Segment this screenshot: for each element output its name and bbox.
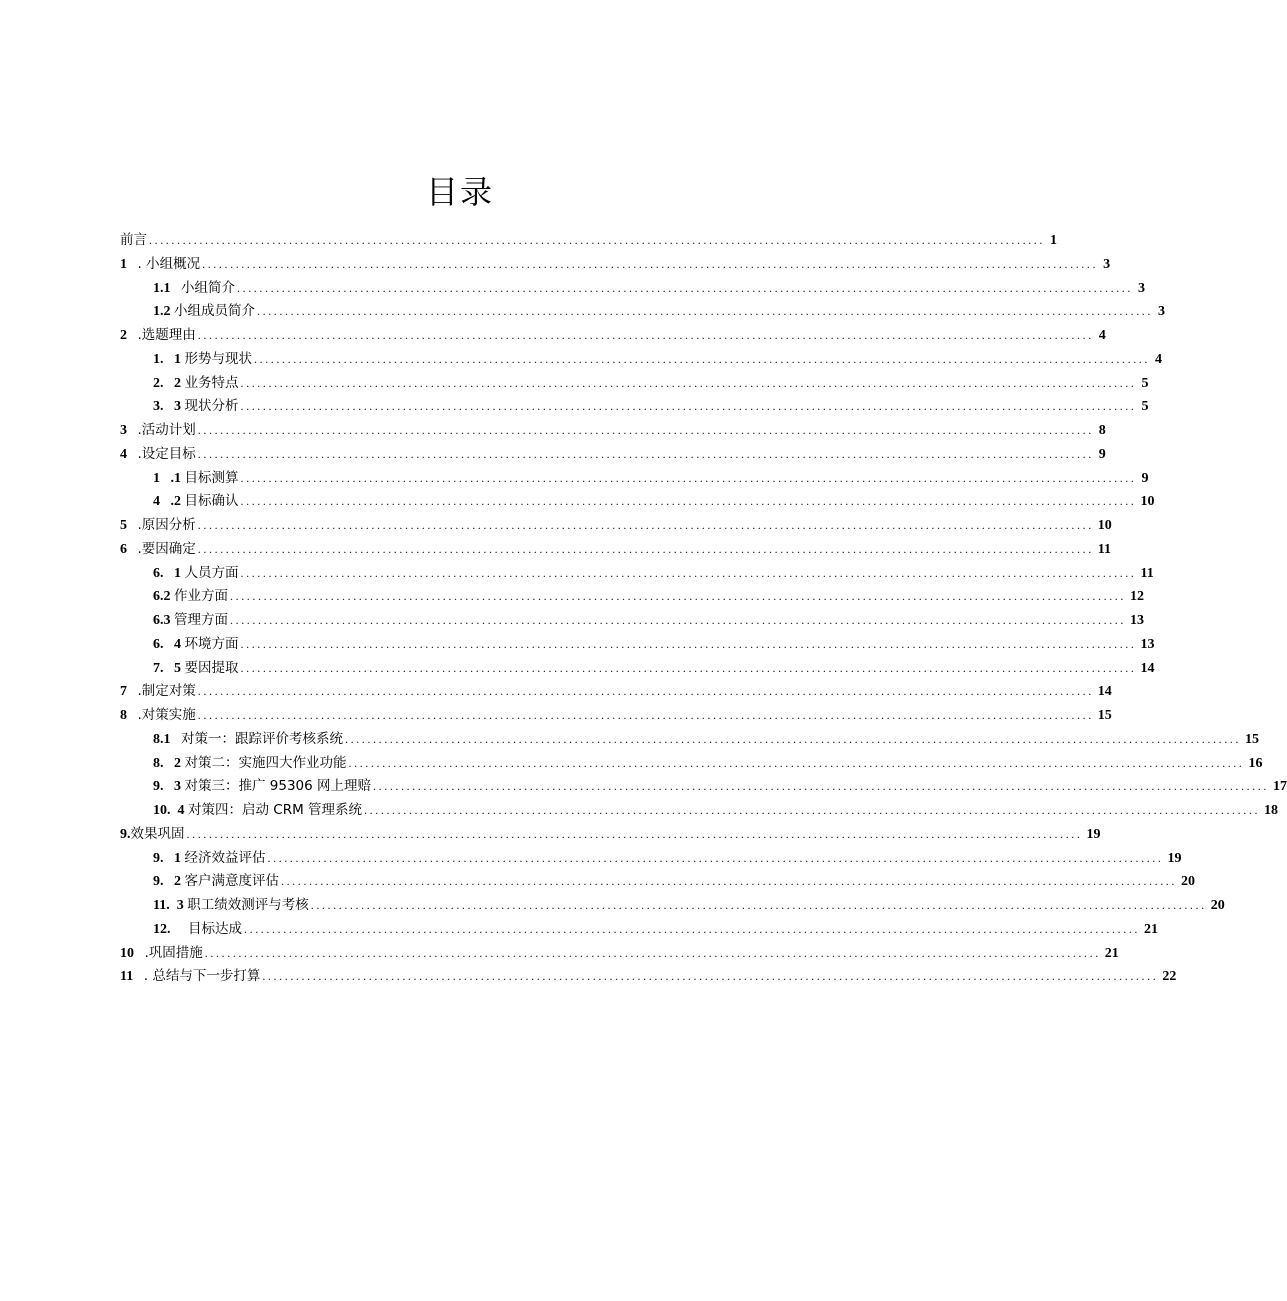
toc-entry-page: 20 [1181,874,1195,890]
toc-dot-leader: ................................................................................................................................................................ [204,945,1101,960]
toc-entry-number: 8 [120,708,138,723]
toc-entry[interactable] [120,775,1287,799]
toc-entry-number: 3 [120,423,138,438]
toc-entry-label: 业务特点 [184,374,239,391]
toc-dot-leader: ................................................................................................................................................................ [149,233,1045,247]
toc-entry-label: 小组成员简介 [174,303,255,320]
toc-entry-page: 17 [1273,779,1287,795]
toc-entry[interactable] [120,419,1106,443]
toc-entry[interactable] [120,229,1057,253]
toc-entry[interactable] [120,348,1162,372]
toc-entry[interactable] [120,490,1155,514]
toc-entry[interactable] [120,728,1259,752]
toc-dot-leader: ................................................................................................................................................................ [240,660,1137,675]
toc-entry[interactable] [120,443,1106,467]
toc-entry-page: 5 [1141,375,1149,391]
toc-entry-page: 4 [1098,328,1106,343]
toc-entry-number: 9. [120,826,131,842]
toc-entry[interactable] [120,562,1154,586]
toc-entry-label: .原因分析 [137,517,196,533]
toc-dot-leader: ................................................................................................................................................................ [281,874,1177,889]
toc-entry[interactable] [120,847,1182,871]
toc-dot-leader: ................................................................................................................................................................ [202,256,1099,271]
toc-entry[interactable] [120,680,1112,704]
toc-entry-number: 1.1 [153,280,181,296]
toc-entry-page: 15 [1097,708,1112,723]
toc-dot-leader: ................................................................................................................................................................ [240,470,1137,485]
toc-entry-page: 21 [1104,945,1119,961]
toc-entry-label: 对策二：实施四大作业功能 [184,754,347,771]
toc-dot-leader: ................................................................................................................................................................ [240,565,1137,580]
toc-dot-leader: ................................................................................................................................................................ [267,850,1164,865]
toc-entry[interactable] [120,253,1111,277]
toc-entry[interactable] [120,300,1165,324]
toc-entry-label: 目标测算 [184,469,239,486]
toc-entry-number: 9. 3 [153,779,185,795]
toc-dot-leader: ................................................................................................................................................................ [197,446,1094,461]
toc-entry-number: 11. 3 [153,898,188,913]
toc-entry-label: . 总结与下一步打算 [143,968,261,985]
toc-entry[interactable] [120,277,1145,301]
toc-entry[interactable] [120,538,1112,562]
toc-entry-label: 职工绩效测评与考核 [187,897,309,913]
toc-entry-number: 2 [120,328,138,343]
toc-entry-page: 22 [1162,969,1177,985]
toc-entry-page: 13 [1130,613,1144,628]
toc-entry-label: 现状分析 [184,398,239,415]
toc-entry-label: 要因提取 [184,659,239,676]
toc-entry-page: 1 [1050,233,1057,248]
toc-entry-number: 10 [120,945,145,961]
toc-entry-label: 管理方面 [174,612,228,628]
toc-entry[interactable] [120,324,1106,348]
toc-entry-number: 6 [120,541,138,557]
toc-dot-leader: ................................................................................................................................................................ [230,589,1126,604]
toc-entry-label: 前言 [120,232,147,248]
toc-entry-label: 客户满意度评估 [184,873,279,890]
toc-dot-leader: ................................................................................................................................................................ [348,755,1245,770]
toc-entry-label: .活动计划 [137,422,196,438]
toc-entry-page: 3 [1103,256,1111,272]
toc-dot-leader: ................................................................................................................................................................ [230,613,1126,627]
toc-dot-leader: ................................................................................................................................................................ [262,969,1159,984]
toc-dot-leader: ................................................................................................................................................................ [240,636,1137,651]
toc-entry-number: 6.2 [153,589,174,605]
toc-entry[interactable] [120,704,1112,728]
toc-entry-label: 对策四：启动 CRM 管理系统 [188,802,363,818]
toc-entry-page: 14 [1140,660,1155,676]
toc-entry-page: 12 [1130,589,1144,605]
toc-dot-leader: ................................................................................................................................................................ [197,518,1094,532]
toc-entry-number: 4 [120,446,138,462]
toc-entry-label: .对策实施 [137,707,196,723]
toc-entry-page: 21 [1144,921,1158,937]
toc-entry[interactable] [120,372,1149,396]
toc-entry-page: 4 [1155,351,1162,367]
toc-entry-page: 19 [1086,826,1101,842]
toc-entry-label: 形势与现状 [184,350,252,367]
toc-entry-label: .设定目标 [137,445,196,462]
toc-dot-leader: ................................................................................................................................................................ [257,304,1153,319]
toc-entry-number: 6. 1 [153,565,185,581]
toc-entry-page: 9 [1141,470,1149,486]
toc-entry-number: 10. 4 [153,803,188,818]
toc-entry-label: .选题理由 [137,327,196,343]
toc-entry[interactable] [120,799,1279,823]
toc-entry-number: 9. 2 [153,874,185,890]
toc-entry-number: 7 [120,684,138,700]
toc-entry-page: 9 [1098,446,1106,462]
toc-entry-number: 9. 1 [153,850,185,866]
toc-entry-page: 5 [1141,399,1149,415]
toc-entry-page: 3 [1158,304,1165,320]
toc-entry-label: .制定对策 [137,683,196,700]
table-of-contents [120,229,1287,989]
toc-entry[interactable] [120,965,1177,989]
toc-entry[interactable] [120,870,1195,894]
toc-entry[interactable] [120,395,1149,419]
toc-entry[interactable] [120,467,1149,491]
toc-dot-leader: ................................................................................................................................................................ [310,898,1207,912]
toc-dot-leader: ................................................................................................................................................................ [237,280,1133,295]
toc-dot-leader: ................................................................................................................................................................ [240,375,1137,390]
toc-entry-label: 小组简介 [181,279,235,296]
toc-dot-leader: ................................................................................................................................................................ [197,423,1094,437]
toc-entry[interactable] [120,918,1158,942]
toc-entry-page: 11 [1140,565,1154,581]
toc-entry-number: 8.1 [153,731,181,747]
toc-entry-label: 目标达成 [188,920,242,937]
toc-entry[interactable] [120,633,1155,657]
toc-entry-number: 2. 2 [153,375,185,391]
toc-dot-leader: ................................................................................................................................................................ [240,494,1137,509]
toc-entry-label: 对策一：跟踪评价考核系统 [181,730,343,747]
toc-dot-leader: ................................................................................................................................................................ [364,803,1261,817]
toc-entry[interactable] [120,514,1112,538]
toc-entry-page: 10 [1097,518,1112,533]
toc-entry-number: 4 .2 [153,494,185,510]
toc-entry-number: 1.2 [153,304,174,320]
toc-dot-leader: ................................................................................................................................................................ [197,328,1094,342]
toc-entry[interactable] [120,752,1263,776]
toc-entry-number: 8. 2 [153,755,185,771]
toc-dot-leader: ................................................................................................................................................................ [186,826,1083,841]
toc-dot-leader: ................................................................................................................................................................ [345,731,1241,746]
toc-entry-number: 7. 5 [153,660,185,676]
toc-entry-number: 1. 1 [153,351,185,367]
toc-entry-page: 11 [1097,541,1112,557]
toc-entry-page: 16 [1248,755,1263,771]
toc-entry-label: .巩固措施 [144,944,203,961]
toc-entry-page: 18 [1264,803,1279,818]
toc-dot-leader: ................................................................................................................................................................ [244,921,1140,936]
toc-dot-leader: ................................................................................................................................................................ [197,708,1094,722]
toc-entry-page: 10 [1140,494,1155,510]
toc-dot-leader: ................................................................................................................................................................ [197,684,1094,699]
toc-entry-number: 12. [153,921,188,937]
toc-entry-label: 环境方面 [184,635,239,652]
toc-entry-page: 19 [1167,850,1182,866]
toc-entry-number: 6.3 [153,613,174,628]
toc-entry[interactable] [120,823,1101,847]
page-title: 目录 [425,173,494,211]
toc-dot-leader: ................................................................................................................................................................ [373,779,1270,794]
toc-entry-label: 目标确认 [184,493,239,510]
toc-entry[interactable] [120,609,1144,633]
toc-entry-page: 20 [1210,898,1225,913]
toc-entry-number: 6. 4 [153,636,185,652]
toc-entry-page: 8 [1098,423,1106,438]
toc-entry-label: 经济效益评估 [184,849,266,866]
toc-entry[interactable] [120,894,1225,918]
toc-entry-label: . 小组概况 [137,255,201,272]
toc-entry-number: 1 [120,256,138,272]
toc-entry-label: 对策三：推广 95306 网上理赔 [184,778,372,795]
toc-entry-page: 3 [1138,280,1145,296]
toc-entry-label: 效果巩固 [130,825,185,842]
toc-entry-number: 1 .1 [153,470,185,486]
toc-entry-label: 人员方面 [184,564,239,581]
toc-entry-label: .要因确定 [137,540,196,557]
toc-dot-leader: ................................................................................................................................................................ [254,351,1150,366]
toc-dot-leader: ................................................................................................................................................................ [197,541,1094,556]
toc-dot-leader: ................................................................................................................................................................ [240,399,1137,414]
toc-entry-page: 15 [1245,731,1259,747]
toc-entry-page: 13 [1140,636,1155,652]
toc-entry-number: 11 [120,969,144,985]
toc-entry[interactable] [120,585,1144,609]
toc-entry-page: 14 [1097,684,1112,700]
toc-entry[interactable] [120,942,1119,966]
toc-entry-number: 3. 3 [153,399,185,415]
toc-entry[interactable] [120,657,1155,681]
toc-entry-label: 作业方面 [174,588,228,605]
toc-entry-number: 5 [120,518,138,533]
